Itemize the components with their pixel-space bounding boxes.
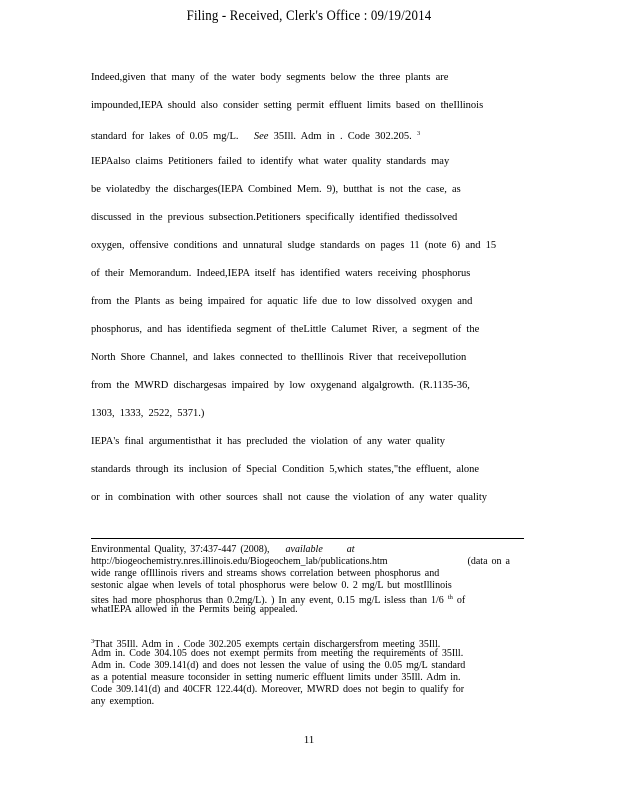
body-line: from the MWRD dischargesas impaired by low oxygenand algalgrowth. (R.1135-36,	[91, 380, 470, 391]
body-line: from the Plants as being impaired for aquatic life due to low dissolved oxygen and	[91, 296, 473, 307]
body-line: discussed in the previous subsection.Petitioners specifically identified thedissolved	[91, 212, 458, 223]
footnote-line: Adm in. Code 304.105 does not exempt permits from meeting the requirements of 35Ill.	[91, 648, 464, 659]
footnote-line: Code 309.141(d) and 40CFR 122.44(d). Moreover, MWRD does not begin to qualify for	[91, 684, 465, 695]
footnote-marker: 3	[416, 130, 421, 137]
body-line: IEPA's final argumentisthat it has precluded the violation of any water quality	[91, 436, 445, 447]
body-line	[91, 125, 503, 153]
body-line: impounded,IEPA should also consider setting permit effluent limits based on theIllinois	[91, 100, 484, 111]
ordinal-suffix: th	[447, 594, 453, 601]
footnote-3	[91, 636, 527, 708]
footnote-text-span: sites had more phosphorus than 0.2mg/L). ) In any event, 0.15 mg/L isless than 1/6	[91, 595, 444, 606]
footnote-line: any exemption.	[91, 696, 155, 707]
footnote-line	[91, 636, 527, 648]
body-line: IEPAalso claims Petitioners failed to identify what water quality standards may	[91, 156, 450, 167]
footnote-text-span: at	[346, 544, 355, 555]
source-url: http://biogeochemistry.nres.illinois.edu/Biogeochem_lab/publications.htm	[91, 556, 388, 567]
footnote-line: as a potential measure toconsider in setting numeric effluent limits under 35Ill. Adm in.	[91, 672, 461, 683]
citation-signal: available	[285, 544, 323, 555]
footnote-continued	[91, 544, 527, 616]
citation-signal: See	[253, 131, 269, 142]
body-line: North Shore Channel, and lakes connected to theIllinois River that receivepollution	[91, 352, 467, 363]
footnote-line: sestonic algae when levels of total phosphorus were below 0. 2 mg/L but mostIllinois	[91, 580, 452, 591]
footnote-text-span: That 35Ill. Adm in . Code 302.205 exempts certain dischargersfrom meeting 35Ill.	[94, 639, 441, 650]
footnote-line: wide range ofIllinois rivers and streams shows correlation between phosphorus and	[91, 568, 440, 579]
footnote-text-span: Environmental Quality, 37:437-447 (2008),	[91, 544, 270, 555]
footnote-number: 3	[91, 638, 95, 645]
main-body-text	[91, 69, 503, 517]
body-line: phosphorus, and has identifieda segment of theLittle Calumet River, a segment of the	[91, 324, 480, 335]
body-line: of their Memorandum. Indeed,IEPA itself has identified waters receiving phosphorus	[91, 268, 471, 279]
body-line: oxygen, offensive conditions and unnatural sludge standards on pages 11 (note 6) and 15	[91, 240, 497, 251]
footnote-line	[91, 544, 527, 556]
body-line: or in combination with other sources shall not cause the violation of any water quality	[91, 492, 487, 503]
footnote-line: Adm in. Code 309.141(d) and does not lessen the value of using the 0.05 mg/L standard	[91, 660, 466, 671]
footnote-text-span: (data on a	[467, 556, 510, 567]
body-line: standards through its inclusion of Special Condition 5,which states,"the effluent, alone	[91, 464, 480, 475]
clerk-filing-header: Filing - Received, Clerk's Office : 09/19/2014	[186, 8, 432, 24]
body-text-span: standard for lakes of 0.05 mg/L.	[91, 131, 239, 142]
body-line: Indeed,given that many of the water body segments below the three plants are	[91, 72, 449, 83]
footnote-line	[91, 592, 527, 604]
body-text-span: 35Ill. Adm in . Code 302.205.	[273, 131, 412, 142]
footnote-line: whatIEPA allowed in the Permits being appealed.	[91, 604, 298, 615]
footnote-text-span: of	[456, 595, 466, 606]
page-number: 11	[303, 734, 315, 746]
footnote-line	[91, 556, 527, 568]
footnote-separator	[91, 538, 524, 539]
body-line: be violatedby the discharges(IEPA Combined Mem. 9), butthat is not the case, as	[91, 184, 461, 195]
body-line: 1303, 1333, 2522, 5371.)	[91, 408, 205, 419]
